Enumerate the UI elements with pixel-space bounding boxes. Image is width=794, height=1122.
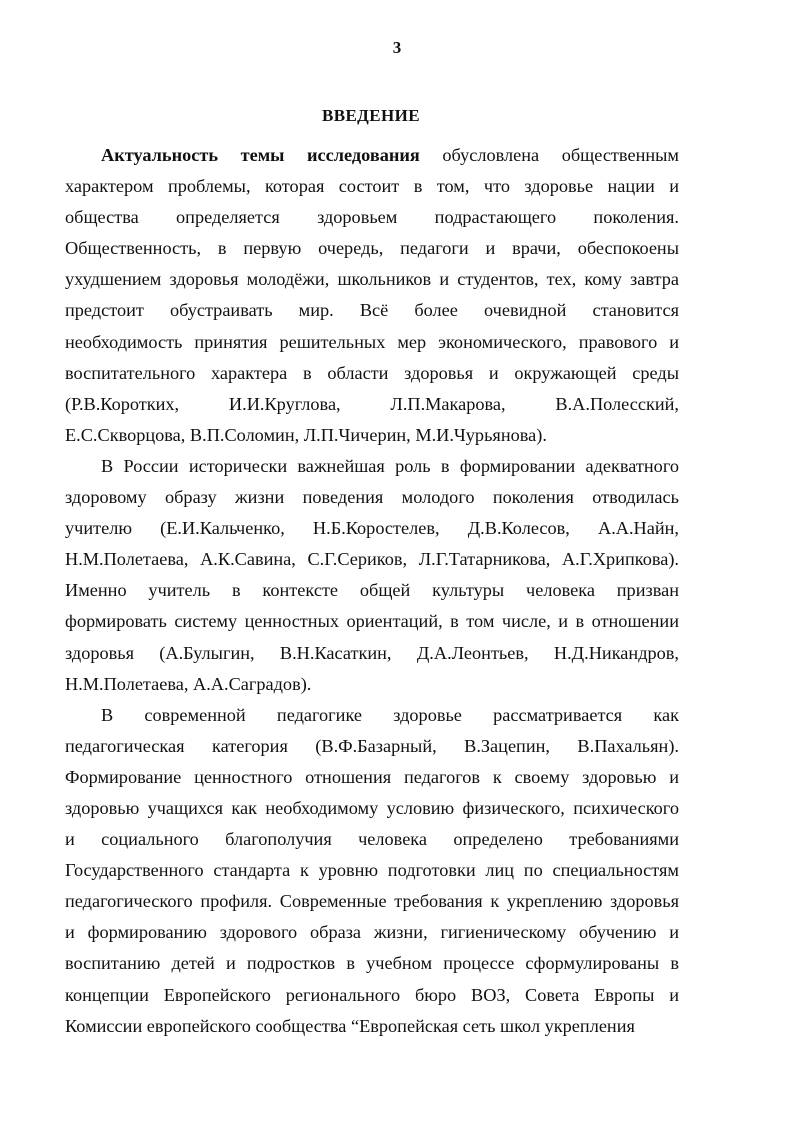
page-number: 3	[392, 38, 402, 57]
line-text: воспитанию детей и подростков в учебном процессе сформулированы в	[65, 953, 679, 974]
line-text: педагогического профиля. Современные требования к укреплению здоровья	[65, 891, 679, 912]
paragraph-line	[65, 451, 679, 482]
paragraph-line	[65, 606, 679, 637]
paragraph-line	[65, 202, 679, 233]
paragraph-line	[65, 233, 679, 264]
line-text: Н.М.Полетаева, А.К.Савина, С.Г.Сериков, Л.Г.Татарникова, А.Г.Хрипкова).	[65, 549, 679, 570]
paragraph-line	[65, 886, 679, 917]
line-text: Н.М.Полетаева, А.А.Саградов).	[65, 673, 312, 694]
line-text: формировать систему ценностных ориентаций, в том числе, и в отношении	[65, 611, 679, 632]
paragraph-line	[65, 948, 679, 979]
line-text: Общественность, в первую очередь, педагоги и врачи, обеспокоены	[65, 238, 679, 259]
line-text: учителю (Е.И.Кальченко, Н.Б.Коростелев, Д.В.Колесов, А.А.Найн,	[65, 518, 679, 539]
line-text: обусловлена общественным	[419, 145, 679, 165]
body-text	[65, 140, 679, 1042]
paragraph-line	[65, 482, 679, 513]
paragraph-line	[65, 980, 679, 1011]
paragraph-line	[65, 358, 679, 389]
paragraph-2	[65, 451, 679, 700]
line-text: ухудшением здоровья молодёжи, школьников и студентов, тех, кому завтра	[65, 269, 679, 290]
paragraph-line	[65, 575, 679, 606]
paragraph-line	[65, 264, 679, 295]
line-text: воспитательного характера в области здоровья и окружающей среды	[65, 362, 679, 383]
paragraph-line	[65, 171, 679, 202]
paragraph-line	[65, 917, 679, 948]
paragraph-1	[65, 140, 679, 451]
paragraph-line	[65, 295, 679, 326]
line-text: Е.С.Скворцова, В.П.Соломин, Л.П.Чичерин, М.И.Чурьянова).	[65, 424, 547, 445]
line-text: общества определяется здоровьем подрастающего поколения.	[65, 207, 679, 228]
lead-phrase: Актуальность темы исследования	[101, 145, 420, 165]
paragraph-line	[65, 638, 679, 669]
paragraph-line	[65, 824, 679, 855]
paragraph-line	[65, 669, 679, 700]
line-text: здоровья (А.Булыгин, В.Н.Касаткин, Д.А.Леонтьев, Н.Д.Никандров,	[65, 642, 679, 663]
line-text: предстоит обустраивать мир. Всё более очевидной становится	[65, 300, 679, 321]
paragraph-line	[65, 731, 679, 762]
line-text: Государственного стандарта к уровню подготовки лиц по специальностям	[65, 860, 679, 881]
paragraph-line	[65, 140, 679, 171]
line-text: Именно учитель в контексте общей культуры человека призван	[65, 580, 679, 601]
paragraph-line	[65, 513, 679, 544]
paragraph-line	[65, 544, 679, 575]
paragraph-line	[65, 327, 679, 358]
line-text: здоровому образу жизни поведения молодого поколения отводилась	[65, 487, 679, 508]
paragraph-line	[65, 1011, 679, 1042]
line-text: здоровью учащихся как необходимому условию физического, психического	[65, 797, 679, 818]
line-text: В России исторически важнейшая роль в формировании адекватного	[101, 455, 679, 476]
paragraph-line	[65, 700, 679, 731]
paragraph-3	[65, 700, 679, 1042]
line-text: Формирование ценностного отношения педагогов к своему здоровью и	[65, 766, 679, 787]
paragraph-line	[65, 855, 679, 886]
line-text: В современной педагогике здоровье рассматривается как	[101, 704, 679, 725]
paragraph-line	[65, 762, 679, 793]
paragraph-line	[65, 389, 679, 420]
line-text: и социального благополучия человека определено требованиями	[65, 829, 679, 850]
paragraph-line	[65, 793, 679, 824]
line-text: (Р.В.Коротких, И.И.Круглова, Л.П.Макарова, В.А.Полесский,	[65, 393, 679, 414]
line-text: необходимость принятия решительных мер экономического, правового и	[65, 331, 679, 352]
line-text: концепции Европейского регионального бюро ВОЗ, Совета Европы и	[65, 984, 679, 1005]
paragraph-line	[65, 420, 679, 451]
line-text: и формированию здорового образа жизни, гигиеническому обучению и	[65, 922, 679, 943]
line-text: Комиссии европейского сообщества “Европейская сеть школ укрепления	[65, 1015, 635, 1036]
section-heading: ВВЕДЕНИЕ	[321, 106, 421, 125]
line-text: педагогическая категория (В.Ф.Базарный, В.Зацепин, В.Пахальян).	[65, 735, 679, 756]
line-text: характером проблемы, которая состоит в том, что здоровье нации и	[65, 176, 679, 197]
